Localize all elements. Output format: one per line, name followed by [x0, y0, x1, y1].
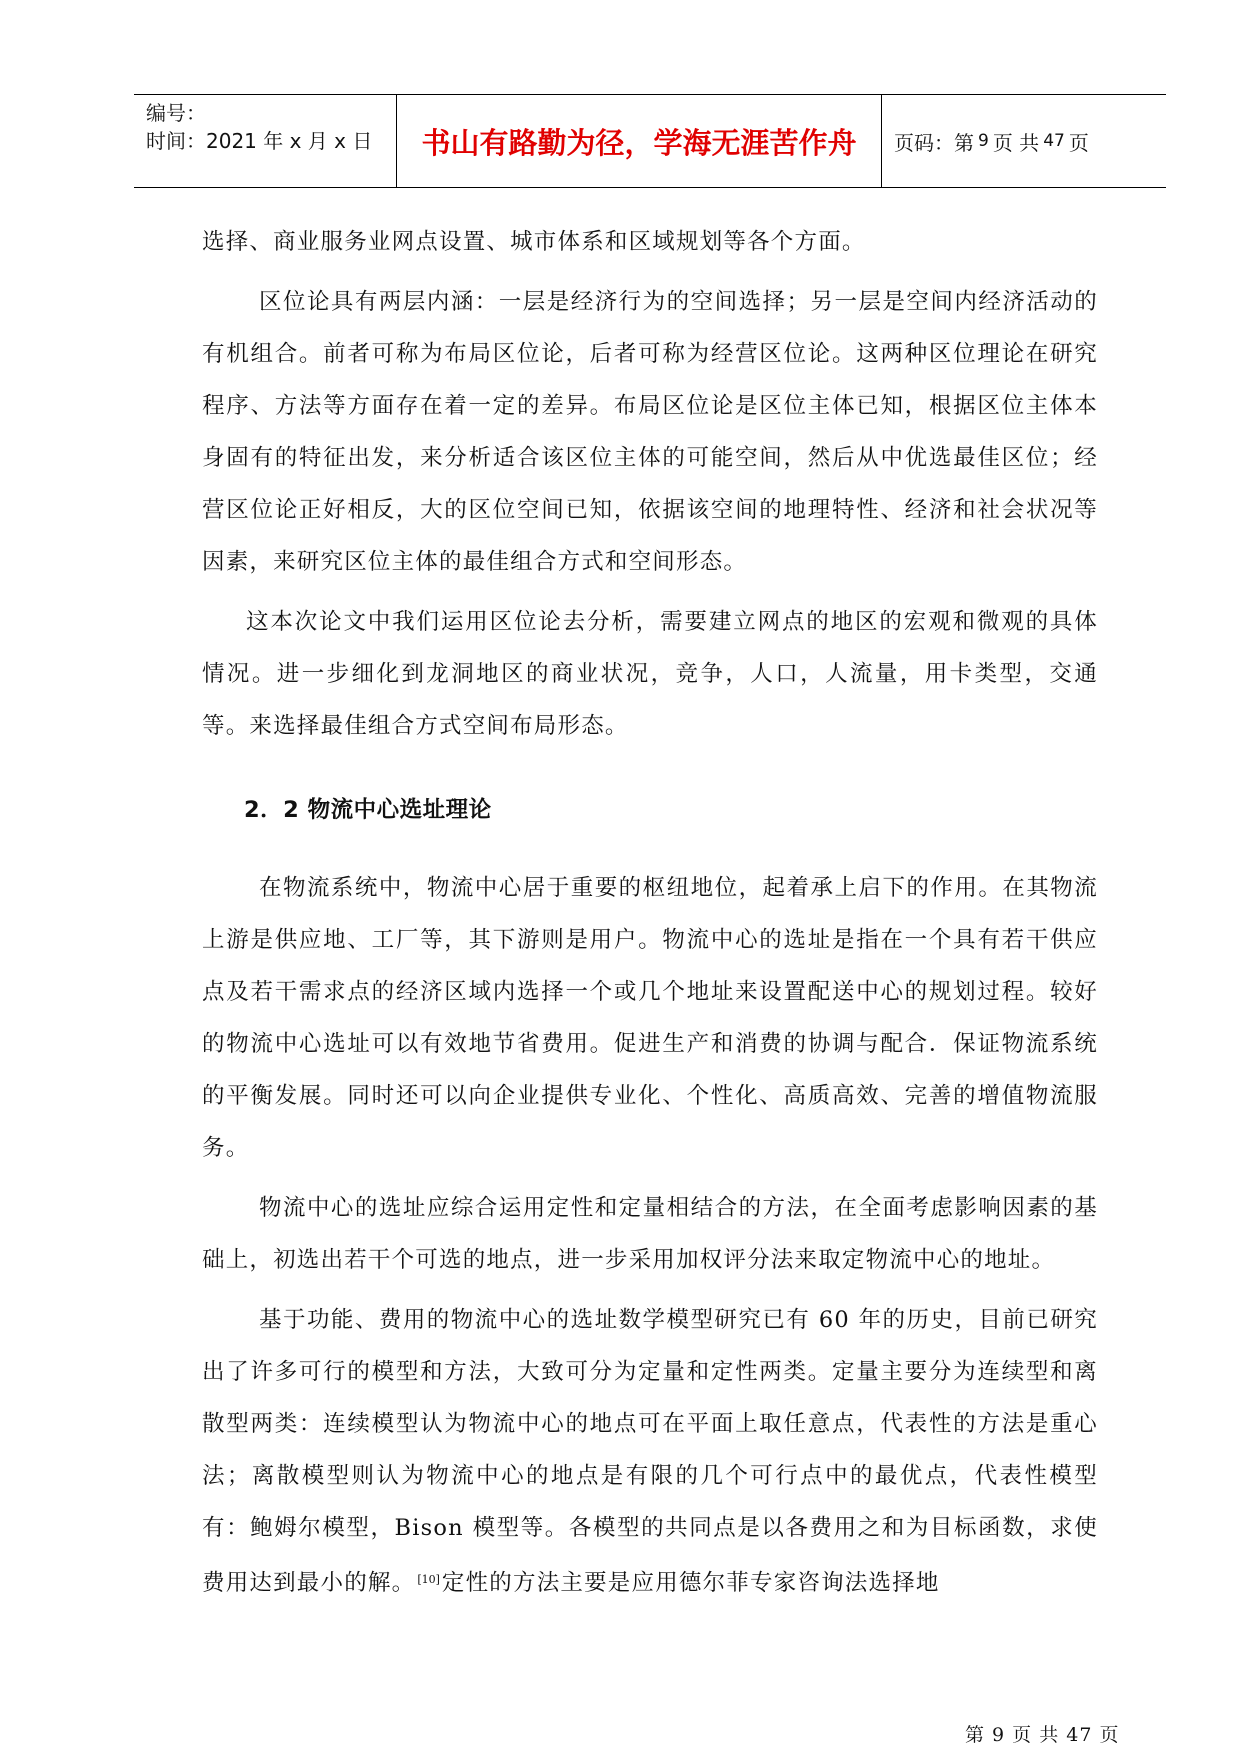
paragraph-1: 选择、商业服务业网点设置、城市体系和区域规划等各个方面。: [202, 229, 866, 255]
header-info-cell: [134, 95, 396, 187]
number-label: 编号：: [146, 101, 206, 125]
paragraph-4: 在物流系统中，物流中心居于重要的枢纽地位，起着承上启下的作用。在其物流上游是供应地、工厂等，其下游则是用户。物流中心的选址是指在一个具有若干供应点及若干需求点的经济区域内选择一个或几个地址来设置配送中心的规划过程。较好的物流中心选址可以有效地节省费用。促进生产和消费的协调与配合．保证物流系统的平衡发展。同时还可以向企业提供专业化、个性化、高质高效、完善的增值物流服务。: [202, 875, 1098, 1161]
section-heading: 2．2 物流中心选址理论: [244, 797, 492, 823]
page-prefix: 页码：第: [894, 130, 974, 155]
citation-marker: [10]: [417, 1573, 440, 1586]
page-suffix: 页: [1068, 130, 1089, 155]
page-current: 9: [978, 131, 989, 151]
page-total: 47: [1043, 131, 1065, 151]
paragraph-2: 区位论具有两层内涵：一层是经济行为的空间选择；另一层是空间内经济活动的有机组合。前者可称为布局区位论，后者可称为经营区位论。这两种区位理论在研究程序、方法等方面存在着一定的差异。布局区位论是区位主体已知，根据区位主体本身固有的特征出发，来分析适合该区位主体的可能空间，然后从中优选最佳区位；经营区位论正好相反，大的区位空间已知，依据该空间的地理特性、经济和社会状况等因素，来研究区位主体的最佳组合方式和空间形态。: [202, 289, 1098, 575]
time-label: 时间：2021 年 x 月 x 日: [146, 129, 373, 153]
paragraph-6-continued: 定性的方法主要是应用德尔菲专家咨询法选择地: [441, 1570, 940, 1596]
paragraph-6-text: 基于功能、费用的物流中心的选址数学模型研究已有 60 年的历史，目前已研究出了许多可行的模型和方法，大致可分为定量和定性两类。定量主要分为连续型和离散型两类：连续模型认为物流中心的地点可在平面上取任意点，代表性的方法是重心法；离散模型则认为物流中心的地点是有限的几个可行点中的最优点，代表性模型有：鲍姆尔模型，Bison 模型等。各模型的共同点是以各费用之和为目标函数，求使费用达到最小的解。: [202, 1307, 1098, 1596]
page-footer: 第 9 页 共 47 页: [965, 1724, 1120, 1746]
paragraph-5: 物流中心的选址应综合运用定性和定量相结合的方法，在全面考虑影响因素的基础上，初选出若干个可选的地点，进一步采用加权评分法来取定物流中心的地址。: [202, 1195, 1098, 1273]
paragraph-6: [202, 1294, 1098, 1609]
paragraph-3: 这本次论文中我们运用区位论去分析，需要建立网点的地区的宏观和微观的具体情况。进一步细化到龙洞地区的商业状况，竞争，人口，人流量，用卡类型，交通等。来选择最佳组合方式空间布局形态。: [202, 609, 1098, 739]
header-page-number: [882, 95, 1166, 187]
document-body: [202, 216, 1098, 1609]
page-mid: 页 共: [992, 130, 1040, 155]
page-header-table: [134, 94, 1166, 188]
header-motto: 书山有路勤为径，学海无涯苦作舟: [396, 95, 882, 187]
